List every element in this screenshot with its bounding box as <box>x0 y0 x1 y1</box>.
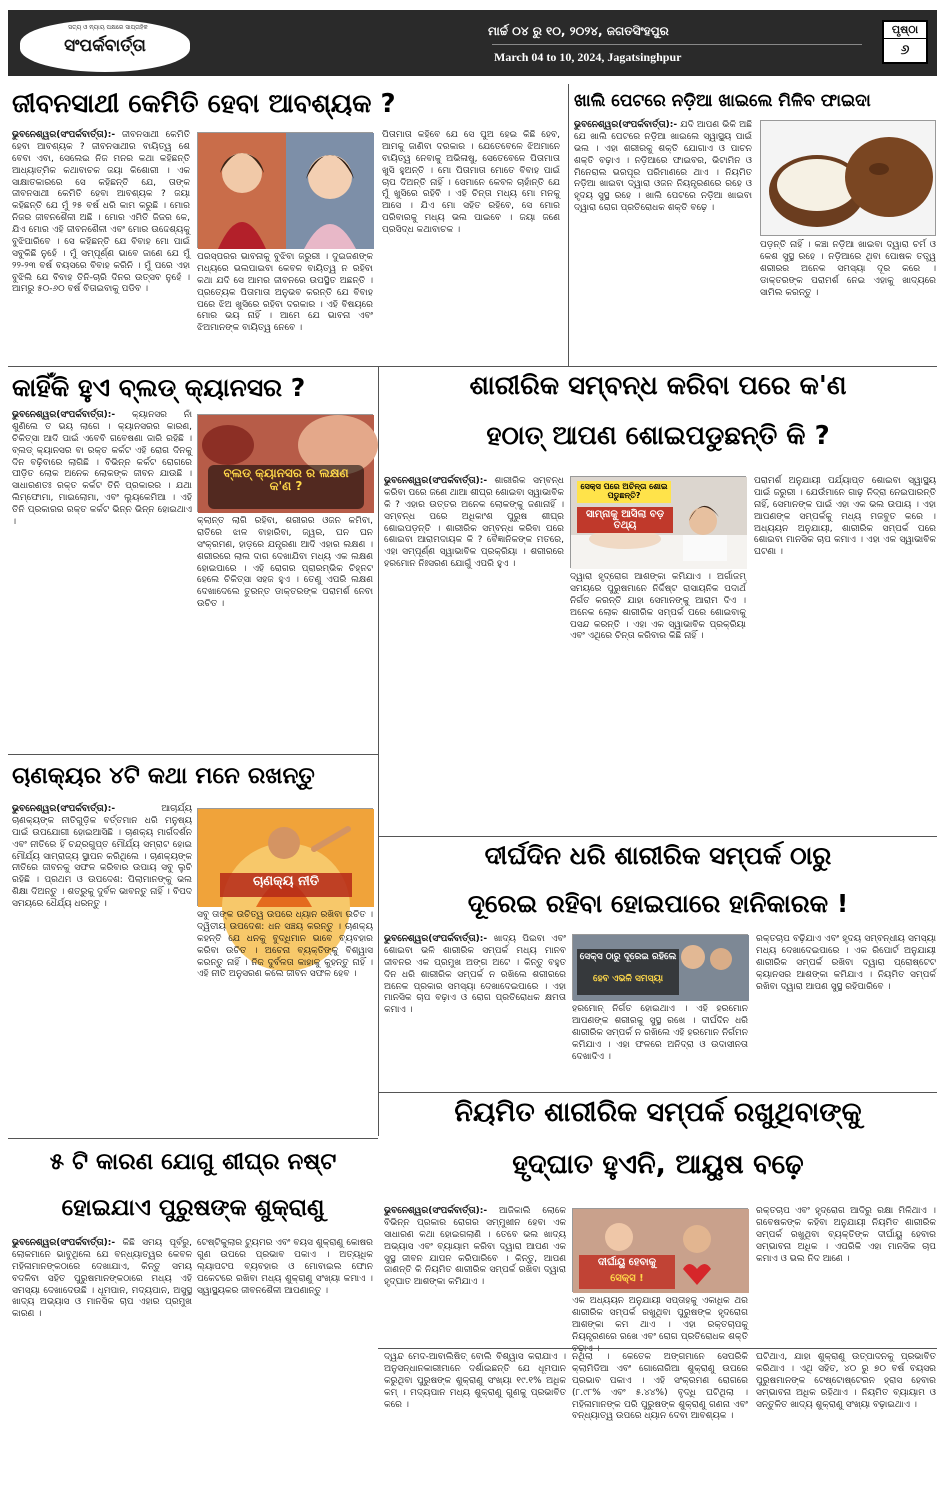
article-3-photo <box>197 414 373 512</box>
divider-right-row-3 <box>378 1092 937 1093</box>
couple-illustration <box>573 935 749 1001</box>
article-5-photo-caption: ଚାଣକ୍ୟ ନୀତି <box>252 874 320 889</box>
divider-right-row-2 <box>378 836 937 837</box>
article-4-headline-line-2: ହଠାତ୍ ଆପଣ ଶୋଇପଡୁଛନ୍ତି କି ? <box>486 421 830 451</box>
article-2-photo <box>760 120 936 236</box>
divider-right-row-4 <box>378 1348 937 1349</box>
portrait-illustration <box>198 133 374 249</box>
article-8-headline-line-2: ହୋଇଯାଏ ପୁରୁଷଙ୍କ ଶୁକ୍ରାଣୁ <box>61 1195 325 1221</box>
article-8-col-3: ଦ୍ୱନ୍ଦ ମେଦ-ଆବାଲିଷିତ୍ ବୋଲି ବିଶ୍ୱାସ କରାଯାଏ । ଅନୁସନ୍ଧାନକାରୀମାନେ ଦର୍ଶାଇଛନ୍ତି ଯେ ଧୂମପାନ କରୁଥିବା ପୁରୁଷଙ୍କ ଶୁକ୍ରାଣୁ ସଂଖ୍ୟା ୧୯.୧% ଅଧିକ କମ୍ । ମଦ୍ୟପାନ ମଧ୍ୟ ଶୁକ୍ରାଣୁ ଗୁଣକୁ ପ୍ରଭାବିତ କରେ । <box>384 1352 566 1410</box>
article-2-col-2: ପଡ଼ନ୍ତି ନାହିଁ । କଞ୍ଚା ନଡ଼ିଆ ଖାଇବା ଦ୍ୱାରା ଚର୍ମ ଓ କେଶ ସୁସ୍ଥ ରହେ । ନଡ଼ିଆରେ ଥିବା ପୋଷକ ତତ୍ତ୍ୱ ଶରୀରର ଅନେକ ସମସ୍ୟା ଦୂର କରେ । ଡାକ୍ତରଙ୍କ ପରାମର୍ଶ ନେଇ ଏହାକୁ ଖାଦ୍ୟରେ ସାମିଲ କରନ୍ତୁ । <box>760 240 936 298</box>
page-number: ୬ <box>900 42 910 58</box>
article-4-text-1: ଶାରୀରିକ ସମ୍ବନ୍ଧ କରିବା ପରେ ଜଣେ ଥାଆ ଶୀଘ୍ର ଶୋଇବା ସ୍ୱାଭାବିକ କି ? ଏହାର ଉତ୍ତର ଅନେକ ଲୋକଙ୍କୁ ଜଣାନାହିଁ । ସମ୍ବନ୍ଧ ପରେ ଅଧିକାଂଶ ପୁରୁଷ ଶୀଘ୍ର ଶୋଇପଡ଼ନ୍ତି । ଶାରୀରିକ ସମ୍ବନ୍ଧ କରିବା ପରେ ଶୋଇବା ଆରାମଦାୟକ କି ? ବୈଜ୍ଞାନିକଙ୍କ ମତରେ, ଏହା ସମ୍ପୂର୍ଣ୍ଣ ସ୍ୱାଭାବିକ ପ୍ରକ୍ରିୟା । ଶରୀରରେ ହରମୋନ ନିଃସରଣ ଯୋଗୁଁ ଏପରି ହୁଏ । <box>384 476 564 570</box>
article-5-byline: ଭୁବନେଶ୍ୱର(ସଂପର୍କବାର୍ତ୍ତା):- <box>12 804 116 814</box>
article-3-byline: ଭୁବନେଶ୍ୱର(ସଂପର୍କବାର୍ତ୍ତା):- <box>12 410 116 420</box>
logo-title: ସଂପର୍କବାର୍ତ୍ତା <box>64 36 146 56</box>
article-1-photo <box>197 132 373 248</box>
masthead <box>8 10 937 76</box>
article-7-photo-caption-1: ଦୀର୍ଘାୟୁ ହେବାକୁ <box>597 1257 657 1268</box>
divider-row-1 <box>8 366 937 367</box>
article-7-photo-caption-2: ସେକ୍ସ ! <box>610 1273 644 1284</box>
article-6-headline-line-2: ଦୂରେଇ ରହିବା ହୋଇପାରେ ହାନିକାରକ ! <box>467 889 849 918</box>
divider-left-row-3 <box>8 1138 378 1139</box>
article-5-photo <box>197 808 373 906</box>
article-6-col-3: ରକ୍ତଚାପ ବଢ଼ିଯାଏ ଏବଂ ହୃଦୟ ସମ୍ବନ୍ଧୀୟ ସମସ୍ୟା ମଧ୍ୟ ଦେଖାଦେଇପାରେ । ଏକ ରିପୋର୍ଟ ଅନୁଯାୟୀ ଶାରୀରିକ ସମ୍ପର୍କ ରଖିବା ଦ୍ୱାରା ପ୍ରୋଷ୍ଟେଟ କ୍ୟାନସର ଆଶଙ୍କା କମିଯାଏ । ନିୟମିତ ସମ୍ପର୍କ ରଖିବା ଦ୍ୱାରା ଆପଣ ସୁସ୍ଥ ରହିପାରିବେ । <box>756 934 936 992</box>
article-6-photo-caption-2: ହେବ ଏଭଳି ସମସ୍ୟା <box>592 974 663 984</box>
article-4-col-3: ପରାମର୍ଶ ଅନୁଯାୟୀ ପର୍ଯ୍ୟାପ୍ତ ଶୋଇବା ସ୍ୱାସ୍ଥ୍ୟ ପାଇଁ ଜରୁରୀ । ଯେଉଁମାନେ ଗାଢ଼ ନିଦ୍ରା ନେଇପାରନ୍ତି ନାହିଁ, ସେମାନଙ୍କ ପାଇଁ ଏହା ଏକ ଭଲ ଉପାୟ । ଏହା ଆପଣଙ୍କ ସମ୍ପର୍କକୁ ମଧ୍ୟ ମଜବୁତ କରେ । ଅଧ୍ୟୟନ ଅନୁଯାୟୀ, ଶାରୀରିକ ସମ୍ପର୍କ ପରେ ଶୋଇବା ମାନସିକ ଚାପ କମାଏ । ଏହା ଏକ ସ୍ୱାଭାବିକ ଘଟଣା । <box>754 476 936 558</box>
article-7-photo <box>572 1208 748 1292</box>
article-8-byline: ଭୁବନେଶ୍ୱର(ସଂପର୍କବାର୍ତ୍ତା):- <box>12 1238 116 1248</box>
article-3-photo-caption: ବ୍ଲଡ୍ କ୍ୟାନସର ର ଲକ୍ଷଣ କ'ଣ ? <box>223 466 349 494</box>
article-1-text-1: ଜୀବନସାଥୀ କେମିତି ହେବା ଆବଶ୍ୟକ ? ଜୀବନସାଥୀର ବାୟିତ୍ୱ ଶେ ବେବା ଏବା, ସେଲେଇ ନିଜ ମନର କଥା କହିଛନ୍ତି ଆଧ୍ୟାତ୍ମିକ କଥାବାଚକ ଜୟା କିଶୋରୀ । ଏକ ସାକ୍ଷାତକାରରେ ସେ କହିଛନ୍ତି ଯେ, ତାଙ୍କ ଜୀବନସାଥୀ କେମିତି ହେବା ଆବଶ୍ୟକ ? ଜୟା କହିଛନ୍ତି ଯେ ମୁଁ ୨୫ ବର୍ଷ ଧରି କାମ କରୁଛି । ମୋର ନିଜର ଜୀବନଶୈଳୀ ଅଛି । ମୋର ଏମିତି ଜିଜର କେ, ଯିଏ ମୋର ଏହି ଜୀବନଶୈଳୀ ଏବଂ ମୋର ଉଦ୍ଦେଶ୍ୟକୁ ବୁଝିପାରିବେ । ସେ କହିଛନ୍ତି ଯେ ବିବାହ ମୋ ପାଇଁ ସବୁକିଛି ନୁହେଁ । ମୁଁ ସମ୍ପୂର୍ଣ୍ଣ ଭାବେ ଜାଣେ ଯେ ମୁଁ ୨୨-୨୩ ବର୍ଷ ବୟସରେ ବିବାହ କରିନି । ମୁଁ ପରେ ଏହା ବୁଝିଲି ଯେ ବିବାହ ତିନି-ଚାରି ଦିନର ଉତ୍ସବ ନୁହେଁ । ଆମରୁ ୫୦-୬୦ ବର୍ଷ ବିତାଇବାକୁ ପଡିବ । <box>12 130 190 295</box>
article-5-headline: ଚାଣକ୍ୟର ୪ଟି କଥା ମନେ ରଖନ୍ତୁ <box>12 763 315 789</box>
article-2-byline: ଭୁବନେଶ୍ୱର(ସଂପର୍କବାର୍ତ୍ତା):- <box>574 120 678 130</box>
article-8-headline-line-1: ୫ ଟି କାରଣ ଯୋଗୁ ଶୀଘ୍ର ନଷ୍ଟ <box>49 1149 337 1175</box>
article-6-col-1 <box>384 934 566 1088</box>
article-8-col-4: ନଥିଲା । କେତେକ ଅଙ୍ଗମାନେ ସେପରିକି କ୍ଲାମିଡିଆ ଏବଂ ଗୋନୋରିଆ ଶୁକ୍ରାଣୁ ଉପରେ ପ୍ରଭାବ ପକାଏ । ଏହି ସଂକ୍ରମଣ ରୋଗରେ (୮.୯୮% ଏବଂ ୫.୪୪%) ବୃଦ୍ଧି ଘଟିଥିଲା । ମହିଳାମାନଙ୍କ ପରି ପୁରୁଷଙ୍କ ଶୁକ୍ରାଣୁ ଗଣନା ଏବଂ ବନ୍ଧ୍ୟାତ୍ୱ ଉପରେ ଧ୍ୟାନ ଦେବା ଆବଶ୍ୟକ । <box>572 1352 748 1422</box>
article-1-col-1 <box>12 130 190 362</box>
article-6-photo <box>572 934 748 1000</box>
article-5-col-2: ସବୁ ତାଙ୍କ ଉଚିତ୍ୱ ଉପରେ ଧ୍ୟାନ ରଖିବା ଉଚିତ । ଦ୍ୱିତୀୟ ଉପଦେଶ: ଧନ ସଞ୍ଚୟ କରନ୍ତୁ । ଚାଣକ୍ୟ କହନ୍ତି ଯେ ଧନକୁ ବୁଦ୍ଧିମାନ ଭାବେ ବ୍ୟବହାର କରିବା ଉଚିତ । ଅଚେନା ବ୍ୟକ୍ତିଙ୍କୁ ବିଶ୍ୱାସ କରନ୍ତୁ ନାହିଁ । ନିଜ ଦୁର୍ବଳତା କାହାକୁ କୁହନ୍ତୁ ନାହିଁ । ଏହି ନୀତି ଅନୁସରଣ କଲେ ଜୀବନ ସଫଳ ହେବ । <box>197 910 373 980</box>
article-8-text-1: କିଛି ସମୟ ପୂର୍ବରୁ, ଲୋକମାନେ ଭାବୁଥିଲେ ଯେ ବନ୍ଧ୍ୟାତ୍ୱର କେବଳ ମହିଳାମାନଙ୍କଠାରେ ଦେଖାଯାଏ, କିନ୍ତୁ ସମୟ ବଦଳିବା ସହିତ ପୁରୁଷମାନଙ୍କଠାରେ ମଧ୍ୟ ଏହି ସମସ୍ୟା ଦେଖାଦେଉଛି । ଧୂମପାନ, ମଦ୍ୟପାନ, ଅସୁସ୍ଥ ଖାଦ୍ୟ ଅଭ୍ୟାସ ଓ ମାନସିକ ଚାପ ଏହାର ପ୍ରମୁଖ କାରଣ । <box>12 1238 192 1320</box>
divider-mid-vertical <box>378 366 379 1136</box>
coconut-illustration <box>761 121 937 237</box>
masthead-divider <box>492 44 862 45</box>
article-1-col-2: ପରସ୍ପରର ଭାବନାକୁ ବୁଝିବା ଜରୁରୀ । ଦୁଇଜଣଙ୍କ ମଧ୍ୟରେ ଭଲପାଇବା କେବଳ ବାୟିତ୍ୱ ନ ରହିବା କଥା ଯଦି ସେ ଆମର ଜୀବନରେ ଉପସ୍ଥିତ ଅଛନ୍ତି । ପ୍ରତ୍ୟେକ ପିତାମାତା ଅନୁଭବ କରନ୍ତି ଯେ ବିବାହ ପରେ ଝିଅ ଖୁସିରେ ରହିବା ଦରକାର । ଏହି ବିଷୟରେ ମୋର ଭୟ ନାହିଁ । ଆମେ ଯେ ଭାବନା ଏବଂ ଝିଅମାନଙ୍କ ବାୟିତ୍ୱ ନେବେ । <box>197 252 373 334</box>
article-6-col-2: ହରମୋନ୍ ନିର୍ଗତ ହୋଇଥାଏ । ଏହି ହରମୋନ ଆପଣଙ୍କ ଶରୀରକୁ ସୁସ୍ଥ ରଖେ । ଦୀର୍ଘଦିନ ଧରି ଶାରୀରିକ ସମ୍ପର୍କ ନ ରଖିଲେ ଏହି ହରମୋନ ନିର୍ଗମନ କମିଯାଏ । ଏହା ଫଳରେ ଅନିଦ୍ରା ଓ ଉଦାସୀନତା ଦେଖାଦିଏ । <box>572 1004 748 1062</box>
article-3-text-1: କ୍ୟାନସର ନାଁ ଶୁଣିଲେ ତ ଭୟ ଲାଗେ । କ୍ୟାନସରର କାରଣ, ଚିକିତ୍ସା ଆଦି ପାଇଁ ଏବେବି ଗବେଷଣା ଜାରି ରହିଛି । ବ୍ଲଡ୍ କ୍ୟାନସର ବା ରକ୍ତ କର୍କଟ ଏହି ରୋଗ ଦିନକୁ ଦିନ ବଢ଼ିବାରେ ଲାଗିଛି । ବିଭିନ୍ନ କର୍କଟ ରୋଗରେ ପୀଡ଼ିତ ଲୋକ ଅନେକ ଲୋକଙ୍କ ଜୀବନ ଯାଉଛି । ସାଧାରଣତଃ ରକ୍ତ କର୍କଟ ତିନି ପ୍ରକାରର । ଯଥା ଲିମ୍ଫୋମା, ମାଇଲୋମା, ଏବଂ ଲ୍ୟୁକେମିଆ । ଏହି ତିନି ପ୍ରକାରର ରକ୍ତ କର୍କଟ ଭିନ୍ନ ଭିନ୍ନ ହୋଇଥାଏ । <box>12 410 192 527</box>
article-3-col-1 <box>12 410 192 750</box>
article-5-text-1: ଆଚାର୍ଯ୍ୟ ଚାଣକ୍ୟଙ୍କ ନୀତିଗୁଡ଼ିକ ବର୍ତ୍ତମାନ ଧରି ମନୁଷ୍ୟ ପାଇଁ ଉପଯୋଗୀ ହୋଇଆସିଛି । ଚାଣକ୍ୟ ମାର୍ଗଦର୍ଶନ ଏବଂ ନୀତିରେ ହିଁ ଚନ୍ଦ୍ରଗୁପ୍ତ ମୌର୍ଯ୍ୟ ସମ୍ରାଟ ହୋଇ ମୌର୍ଯ୍ୟ ସାମ୍ରାଜ୍ୟ ସ୍ଥାପନ କରିଥିଲେ । ଚାଣକ୍ୟଙ୍କ ନୀତିରେ ଜୀବନକୁ ସଫଳ କରିବାର ଉପାୟ ସବୁ ଲୁଚି ରହିଛି । ପ୍ରଥମ ଓ ଉପଦେଶ: ପିଲାମାନଙ୍କୁ ଭଲ ଶିକ୍ଷା ଦିଅନ୍ତୁ । ଶତ୍ରୁକୁ ଦୁର୍ବଳ ଭାବନ୍ତୁ ନାହିଁ । ବିପଦ ସମୟରେ ଧୈର୍ଯ୍ୟ ଧରନ୍ତୁ । <box>12 804 192 909</box>
article-8-col-1 <box>12 1238 192 1486</box>
chanakya-illustration <box>198 809 374 907</box>
issue-date-odia: ମାର୍ଚ୍ଚ ୦୪ ରୁ ୧୦, ୨୦୨୪, ଜଗତସିଂହପୁର <box>488 24 669 38</box>
issue-date-english: March 04 to 10, 2024, Jagatsinghpur <box>494 50 682 64</box>
divider-left-row-2 <box>8 754 378 755</box>
article-4-col-1 <box>384 476 564 830</box>
article-6-text-1: ଖାଦ୍ୟ ପିଇବା ଏବଂ ଶୋଇବା ଭଳି ଶାରୀରିକ ସମ୍ପର୍କ ମଧ୍ୟ ମାନବ ଜୀବନର ଏକ ପ୍ରମୁଖ ଅଙ୍ଗ ଅଟେ । କିନ୍ତୁ ବହୁତ ଦିନ ଧରି ଶାରୀରିକ ସମ୍ପର୍କ ନ ରଖିଲେ ଶରୀରରେ ଅନେକ ପ୍ରକାର ସମସ୍ୟା ଦେଖାଦେଇପାରେ । ଏହା ମାନସିକ ଚାପ ବଢ଼ାଏ ଓ ରୋଗ ପ୍ରତିରୋଧକ କ୍ଷମତା କମାଏ । <box>384 934 566 1016</box>
article-4-photo-caption-2: ସାମ୍ନାକୁ ଆସିଲା ବଡ଼ ତଥ୍ୟ <box>577 507 673 533</box>
article-4-photo-caption-1: ସେକ୍ସ ପରେ ଅଚିନ୍ତା ଶୋଇ ପଡୁଛନ୍ତି? <box>577 481 671 503</box>
article-1-headline: ଜୀବନସାଥୀ କେମିତି ହେବା ଆବଶ୍ୟକ ? <box>12 89 396 119</box>
article-3-headline: କାହିଁକି ହୁଏ ବ୍ଲଡ୍ କ୍ୟାନସର ? <box>12 373 306 402</box>
article-7-headline-line-2: ହୃଦ୍‌ଘାତ ହୁଏନି, ଆୟୁଷ ବଢ଼େ <box>512 1149 804 1180</box>
article-7-headline-line-1: ନିୟମିତ ଶାରୀରିକ ସମ୍ପର୍କ ରଖୁଥିବାଙ୍କୁ <box>454 1097 862 1128</box>
article-7-col-2: ଏକ ଅଧ୍ୟୟନ ଅନୁଯାୟୀ ସପ୍ତାହକୁ ଏକାଧିକ ଥର ଶାରୀରିକ ସମ୍ପର୍କ ରଖୁଥିବା ପୁରୁଷଙ୍କ ହୃଦରୋଗ ଆଶଙ୍କା କମ ଥାଏ । ଏହା ରକ୍ତଚାପକୁ ନିୟନ୍ତ୍ରଣରେ ରଖେ ଏବଂ ରୋଗ ପ୍ରତିରୋଧକ ଶକ୍ତି <box>572 1296 748 1342</box>
article-7-col-1 <box>384 1206 566 1344</box>
article-8-col-2: ଟେଷ୍ଟିକୁଲାର ଟ୍ୟୁମର ଏବଂ ବୟସ ଶୁକ୍ରାଣୁ କୋଷର ଗୁଣ ଉପରେ ପ୍ରଭାବ ପକାଏ । ଅତ୍ୟଧିକ ଲ୍ୟାପଟପ ବ୍ୟବହାର ଓ ମୋବାଇଲ ଫୋନ ପକେଟରେ ରଖିବା ମଧ୍ୟ ଶୁକ୍ରାଣୁ ସଂଖ୍ୟା କମାଏ । ସ୍ୱାସ୍ଥ୍ୟକର ଜୀବନଶୈଳୀ ଆପଣାନ୍ତୁ । <box>197 1238 373 1296</box>
article-4-photo <box>570 476 746 568</box>
page-number-box <box>882 20 928 64</box>
article-6-photo-caption-1: ସେକ୍ସ ଠାରୁ ଦୂରେଇ ରହିଲେ <box>579 952 677 962</box>
article-3-col-2: କ୍ଲାନ୍ତ ଲାଗି ରହିବା, ଶରୀରର ଓଜନ କମିବା, ରାତିରେ ଝାଳ ବାହାରିବା, ଜ୍ୱର, ଘନ ଘନ ସଂକ୍ରମଣ, ହାଡ଼ରେ ଯନ୍ତ୍ରଣା ଆଦି ଏହାର ଲକ୍ଷଣ । ଶରୀରରେ ଲାଲ ଦାଗ ଦେଖାଯିବା ମଧ୍ୟ ଏକ ଲକ୍ଷଣ ହୋଇପାରେ । ଏହି ରୋଗର ପ୍ରାରମ୍ଭିକ ଚିହ୍ନଟ ହେଲେ ଚିକିତ୍ସା ସହଜ ହୁଏ । ତେଣୁ ଏପରି ଲକ୍ଷଣ ଦେଖାଦେଲେ ତୁରନ୍ତ ଡାକ୍ତରଙ୍କ ପରାମର୍ଶ ନେବା ଉଚିତ । <box>197 516 373 610</box>
divider-top-vertical <box>568 84 569 366</box>
article-2-headline: ଖାଲି ପେଟରେ ନଡ଼ିଆ ଖାଇଲେ ମିଳିବ ଫାଇଦା <box>574 91 871 111</box>
article-1-col-3: ପିତାମାତା କହିବେ ଯେ ସେ ପୁଅ ହେଇ କିଛି ହେବ, ଆମକୁ ଜାଣିବା ଦରକାର । ଯେତେବେଳେ ଝିଅମାନେ ବାୟିତ୍ୱ ନେବାକୁ ଅଭିଳାଷୁ, ସେତେବେଳେ ପିତାମାତା ଖୁସି ହୁଅନ୍ତି । ମୋ ପିତାମାତା ମୋତେ ବିବାହ ପାଇଁ ଚାପ ଦିଅନ୍ତି ନାହିଁ । ସେମାନେ କେବଳ ଚାହାଁନ୍ତି ଯେ ମୁଁ ଖୁସିରେ ରହିବି । ଏହି ଚିନ୍ତା ମଧ୍ୟ ମୋ ମନକୁ ଆସେ । ଯିଏ ମୋ ସହିତ ରହିବେ, ସେ ମୋର ପରିବାରକୁ ମଧ୍ୟ ଭଲ ପାଇବେ । ଜୟା ଜଣେ ପ୍ରସିଦ୍ଧ କଥାବାଚକ । <box>382 130 560 235</box>
article-8-col-5: ଘଟିଥାଏ, ଯାହା ଶୁକ୍ରାଣୁ ଉତ୍ପାଦନକୁ ପ୍ରଭାବିତ କରିଥାଏ । ଏଥି ସହିତ, ୪୦ ରୁ ୭୦ ବର୍ଷ ବୟସର ପୁରୁଷମାନଙ୍କ ଟେଷ୍ଟୋଷ୍ଟେରନ ହ୍ରାସ ହେବାର ସମ୍ଭାବନା ଅଧିକ ରହିଥାଏ । ନିୟମିତ ବ୍ୟାୟାମ ଓ ସନ୍ତୁଳିତ ଖାଦ୍ୟ ଶୁକ୍ରାଣୁ ସଂଖ୍ୟା ବଢ଼ାଇଥାଏ । <box>756 1352 936 1410</box>
article-4-headline-line-1: ଶାରୀରିକ ସମ୍ବନ୍ଧ କରିବା ପରେ କ'ଣ <box>469 371 847 401</box>
article-1-byline: ଭୁବନେଶ୍ୱର(ସଂପର୍କବାର୍ତ୍ତା):- <box>12 130 116 140</box>
article-2-col-1 <box>574 120 752 364</box>
article-6-byline: ଭୁବନେଶ୍ୱର(ସଂପର୍କବାର୍ତ୍ତା):- <box>384 934 488 944</box>
article-5-col-1 <box>12 804 192 1134</box>
article-2-text-1: ଯଦି ଆପଣ ଭିକି ଅଛି ଯେ ଖାଲି ପେଟରେ ନଡ଼ିଆ ଖାଇଲେ ସ୍ୱାସ୍ଥ୍ୟ ପାଇଁ ଭଲ । ଏହା ଶରୀରକୁ ଶକ୍ତି ଯୋଗାଏ ଓ ପାଚନ ଶକ୍ତି ବଢ଼ାଏ । ନଡ଼ିଆରେ ଫାଇବର, ଭିଟାମିନ ଓ ମିନେରାଲ ଭରପୂର ପରିମାଣରେ ଥାଏ । ନିୟମିତ ନଡ଼ିଆ ଖାଇବା ଦ୍ୱାରା ଓଜନ ନିୟନ୍ତ୍ରଣରେ ରହେ ଓ ହୃଦୟ ସୁସ୍ଥ ରହେ । ଖାଲି ପେଟରେ ନଡ଼ିଆ ଖାଇବା ଦ୍ୱାରା ରୋଗ ପ୍ରତିରୋଧକ ଶକ୍ତି ବଢ଼େ । <box>574 120 752 214</box>
page-label: ପୃଷ୍ଠା <box>884 22 926 39</box>
blood-cancer-illustration <box>198 415 374 513</box>
newspaper-logo <box>20 20 190 72</box>
article-6-headline-line-1: ଦୀର୍ଘଦିନ ଧରି ଶାରୀରିକ ସମ୍ପର୍କ ଠାରୁ <box>484 841 832 870</box>
logo-tagline: ସତ୍ୟ ଓ ନ୍ୟାୟ ପକ୍ଷରେ ସାପ୍ତାହିକ <box>68 24 148 31</box>
article-7-byline: ଭୁବନେଶ୍ୱର(ସଂପର୍କବାର୍ତ୍ତା):- <box>384 1206 488 1216</box>
article-7-text-1: ଆଜିକାଲି ଲୋକେ ବିଭିନ୍ନ ପ୍ରକାର ରୋଗର ସମ୍ମୁଖୀନ ହେବା ଏକ ସାଧାରଣ କଥା ହୋଇଗଲାଣି । ତେବେ ଭଲ ଖାଦ୍ୟ ଅଭ୍ୟାସ ଏବଂ ବ୍ୟାୟାମ କରିବା ଦ୍ୱାରା ଆପଣ ଏକ ସୁସ୍ଥ ଜୀବନ ଯାପନ କରିପାରିବେ । କିନ୍ତୁ, ଆପଣ ଜାଣନ୍ତି କି ନିୟମିତ ଶାରୀରିକ ସମ୍ପର୍କ ରଖିବା ଦ୍ୱାରା ହୃଦ୍‌ଘାତ ଆଶଙ୍କା କମିଯାଏ । <box>384 1206 566 1288</box>
article-7-col-3: ରକ୍ତଚାପ ଏବଂ ହୃଦ୍ରୋଗ ଆଦିରୁ ରକ୍ଷା ମିଳିଥାଏ । ଗବେଷକଙ୍କ କହିବା ଅନୁଯାୟୀ ନିୟମିତ ଶାରୀରିକ ସମ୍ପର୍କ ରଖୁଥିବା ବ୍ୟକ୍ତିଙ୍କ ଦୀର୍ଘାୟୁ ହେବାର ସମ୍ଭାବନା ଅଧିକ । ଏପରିକି ଏହା ମାନସିକ ଚାପ କମାଏ ଓ ଭଲ ନିଦ ଆଣେ । <box>756 1206 936 1264</box>
article-4-byline: ଭୁବନେଶ୍ୱର(ସଂପର୍କବାର୍ତ୍ତା):- <box>384 476 488 486</box>
article-4-col-2: ଦ୍ୱାରା ହୃଦ୍ରୋଗ ଆଶଙ୍କା କମିଯାଏ । ଅର୍ଗାଜମ୍ ସମୟରେ ପୁରୁଷମାନେ ନିର୍ଦ୍ଦିଷ୍ଟ ରାସାୟନିକ ପଦାର୍ଥ ନିର୍ଗତ କରନ୍ତି ଯାହା ସେମାନଙ୍କୁ ଆରାମ ଦିଏ । ଅନେକ ଲୋକ ଶାରୀରିକ ସମ୍ପର୍କ ପରେ ଶୋଇବାକୁ ପସନ୍ଦ କରନ୍ତି । ଏହା ଏକ ସ୍ୱାଭାବିକ ପ୍ରକ୍ରିୟା ଏବଂ ଏଥିରେ ଚିନ୍ତା କରିବାର କିଛି ନାହିଁ । <box>570 572 746 642</box>
